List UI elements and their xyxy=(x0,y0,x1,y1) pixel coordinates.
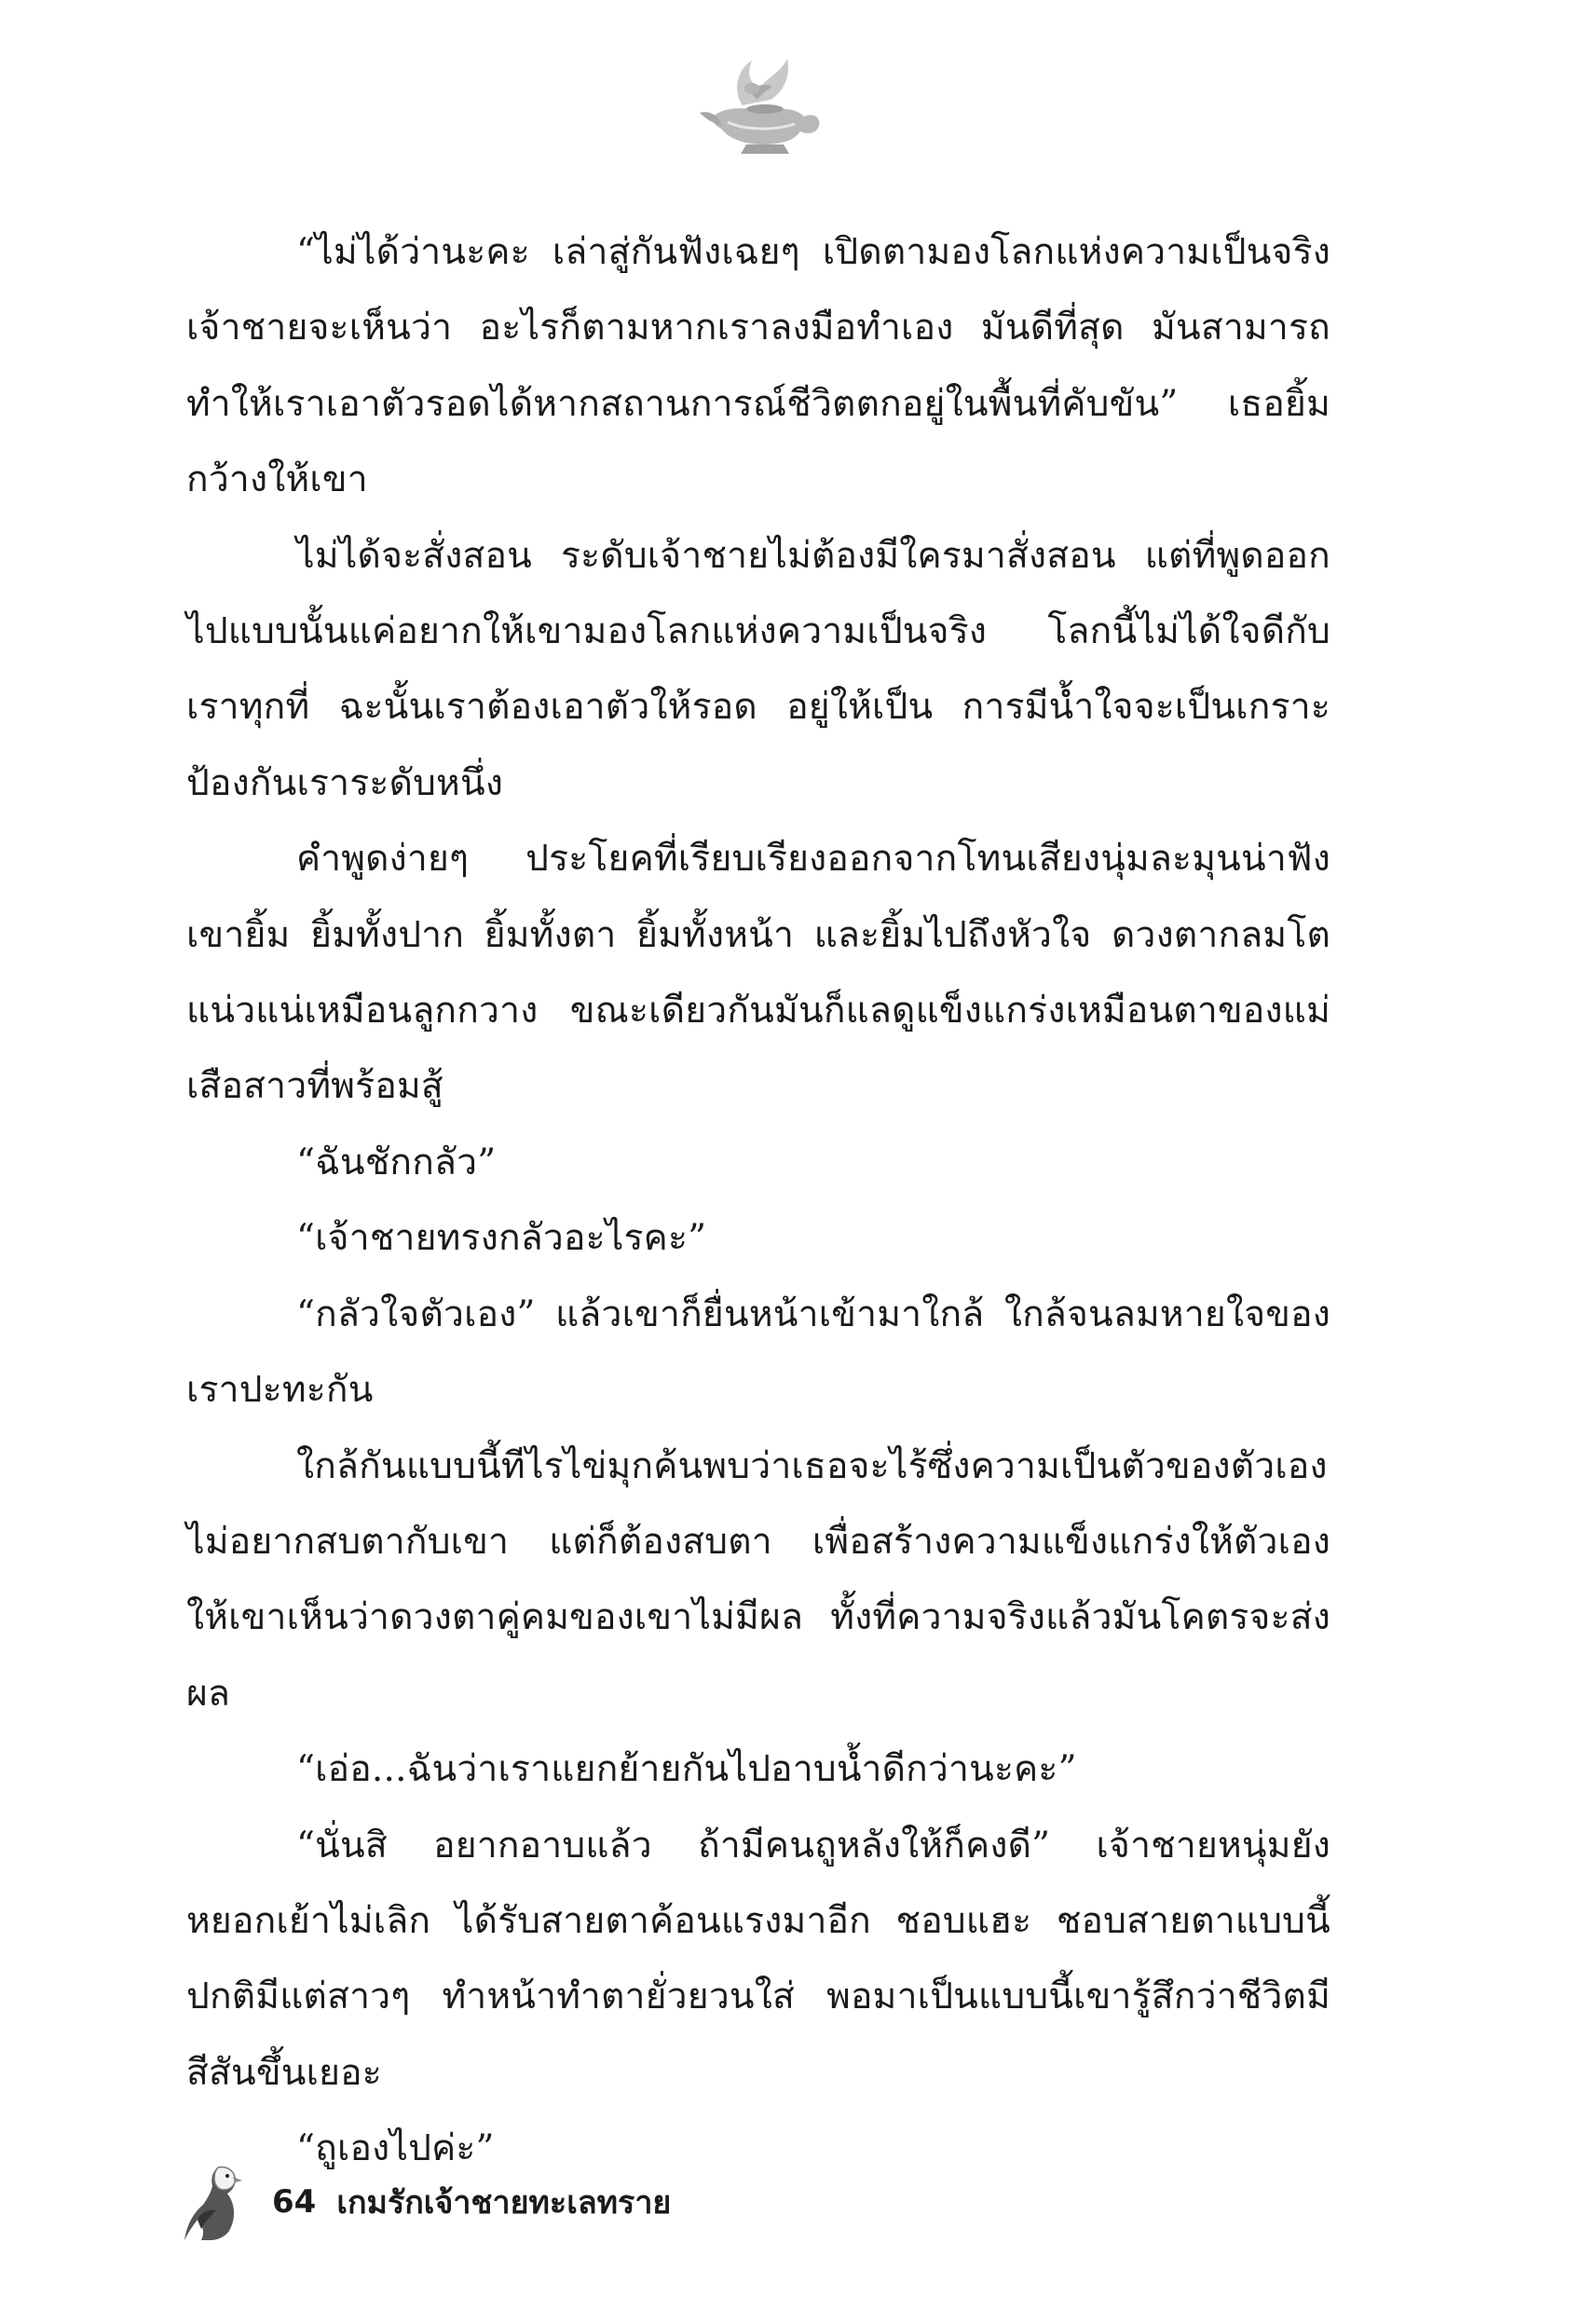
genie-lamp-icon xyxy=(694,51,825,163)
paragraph: “นั่นสิ อยากอาบแล้ว ถ้ามีคนถูหลังให้ก็คงดี” เจ้าชายหนุ่มยังหยอกเย้าไม่เลิก ได้รับสายตาค้อนแรงมาอีก ชอบแฮะ ชอบสายตาแบบนี้ ปกติมีแต่สาวๆ ทำหน้าทำตายั่วยวนใส่ พอมาเป็นแบบนี้เขารู้สึกว่าชีวิตมีสีสันขึ้นเยอะ xyxy=(186,1824,1330,2094)
page-footer xyxy=(184,2160,671,2244)
paragraph: “ถูเองไปค่ะ” xyxy=(296,2127,495,2170)
book-title: เกมรักเจ้าชายทะเลทราย xyxy=(336,2184,672,2222)
paragraph: “เจ้าชายทรงกลัวอะไรคะ” xyxy=(296,1217,707,1260)
eagle-icon xyxy=(184,2162,244,2242)
paragraph: “กลัวใจตัวเอง” แล้วเขาก็ยื่นหน้าเข้ามาใกล้ ใกล้จนลมหายใจของเราปะทะกัน xyxy=(186,1292,1330,1412)
paragraph: คำพูดง่ายๆ ประโยคที่เรียบเรียงออกจากโทนเสียงนุ่มละมุนน่าฟัง เขายิ้ม ยิ้มทั้งปาก ยิ้มทั้งตา ยิ้มทั้งหน้า และยิ้มไปถึงหัวใจ ดวงตากลมโตแน่วแน่เหมือนลูกกวาง ขณะเดียวกันมันก็แลดูแข็งแกร่งเหมือนตาของแม่เสือสาวที่พร้อมสู้ xyxy=(186,838,1330,1108)
paragraph: ใกล้กันแบบนี้ทีไรไข่มุกค้นพบว่าเธอจะไร้ซึ่งความเป็นตัวของตัวเอง ไม่อยากสบตากับเขา แต่ก็ต้องสบตา เพื่อสร้างความแข็งแกร่งให้ตัวเอง ให้เขาเห็นว่าดวงตาคู่คมของเขาไม่มีผล ทั้งที่ความจริงแล้วมันโคตรจะส่งผล xyxy=(186,1444,1330,1715)
paragraph: “ไม่ได้ว่านะคะ เล่าสู่กันฟังเฉยๆ เปิดตามองโลกแห่งความเป็นจริง เจ้าชายจะเห็นว่า อะไรก็ตามหากเราลงมือทำเอง มันดีที่สุด มันสามารถทำให้เราเอาตัวรอดได้หากสถานการณ์ชีวิตตกอยู่ในพื้นที่คับขัน” เธอยิ้มกว้างให้เขา xyxy=(186,231,1330,501)
body-text xyxy=(186,214,1330,2187)
paragraph: “ฉันชักกลัว” xyxy=(296,1141,497,1183)
paragraph: ไม่ได้จะสั่งสอน ระดับเจ้าชายไม่ต้องมีใครมาสั่งสอน แต่ที่พูดออกไปแบบนั้นแค่อยากให้เขามองโลกแห่งความเป็นจริง โลกนี้ไม่ได้ใจดีกับเราทุกที่ ฉะนั้นเราต้องเอาตัวให้รอด อยู่ให้เป็น การมีน้ำใจจะเป็นเกราะป้องกันเราระดับหนึ่ง xyxy=(186,534,1330,804)
page-number: 64 xyxy=(272,2183,317,2221)
paragraph: “เอ่อ...ฉันว่าเราแยกย้ายกันไปอาบน้ำดีกว่านะคะ” xyxy=(296,1748,1077,1791)
